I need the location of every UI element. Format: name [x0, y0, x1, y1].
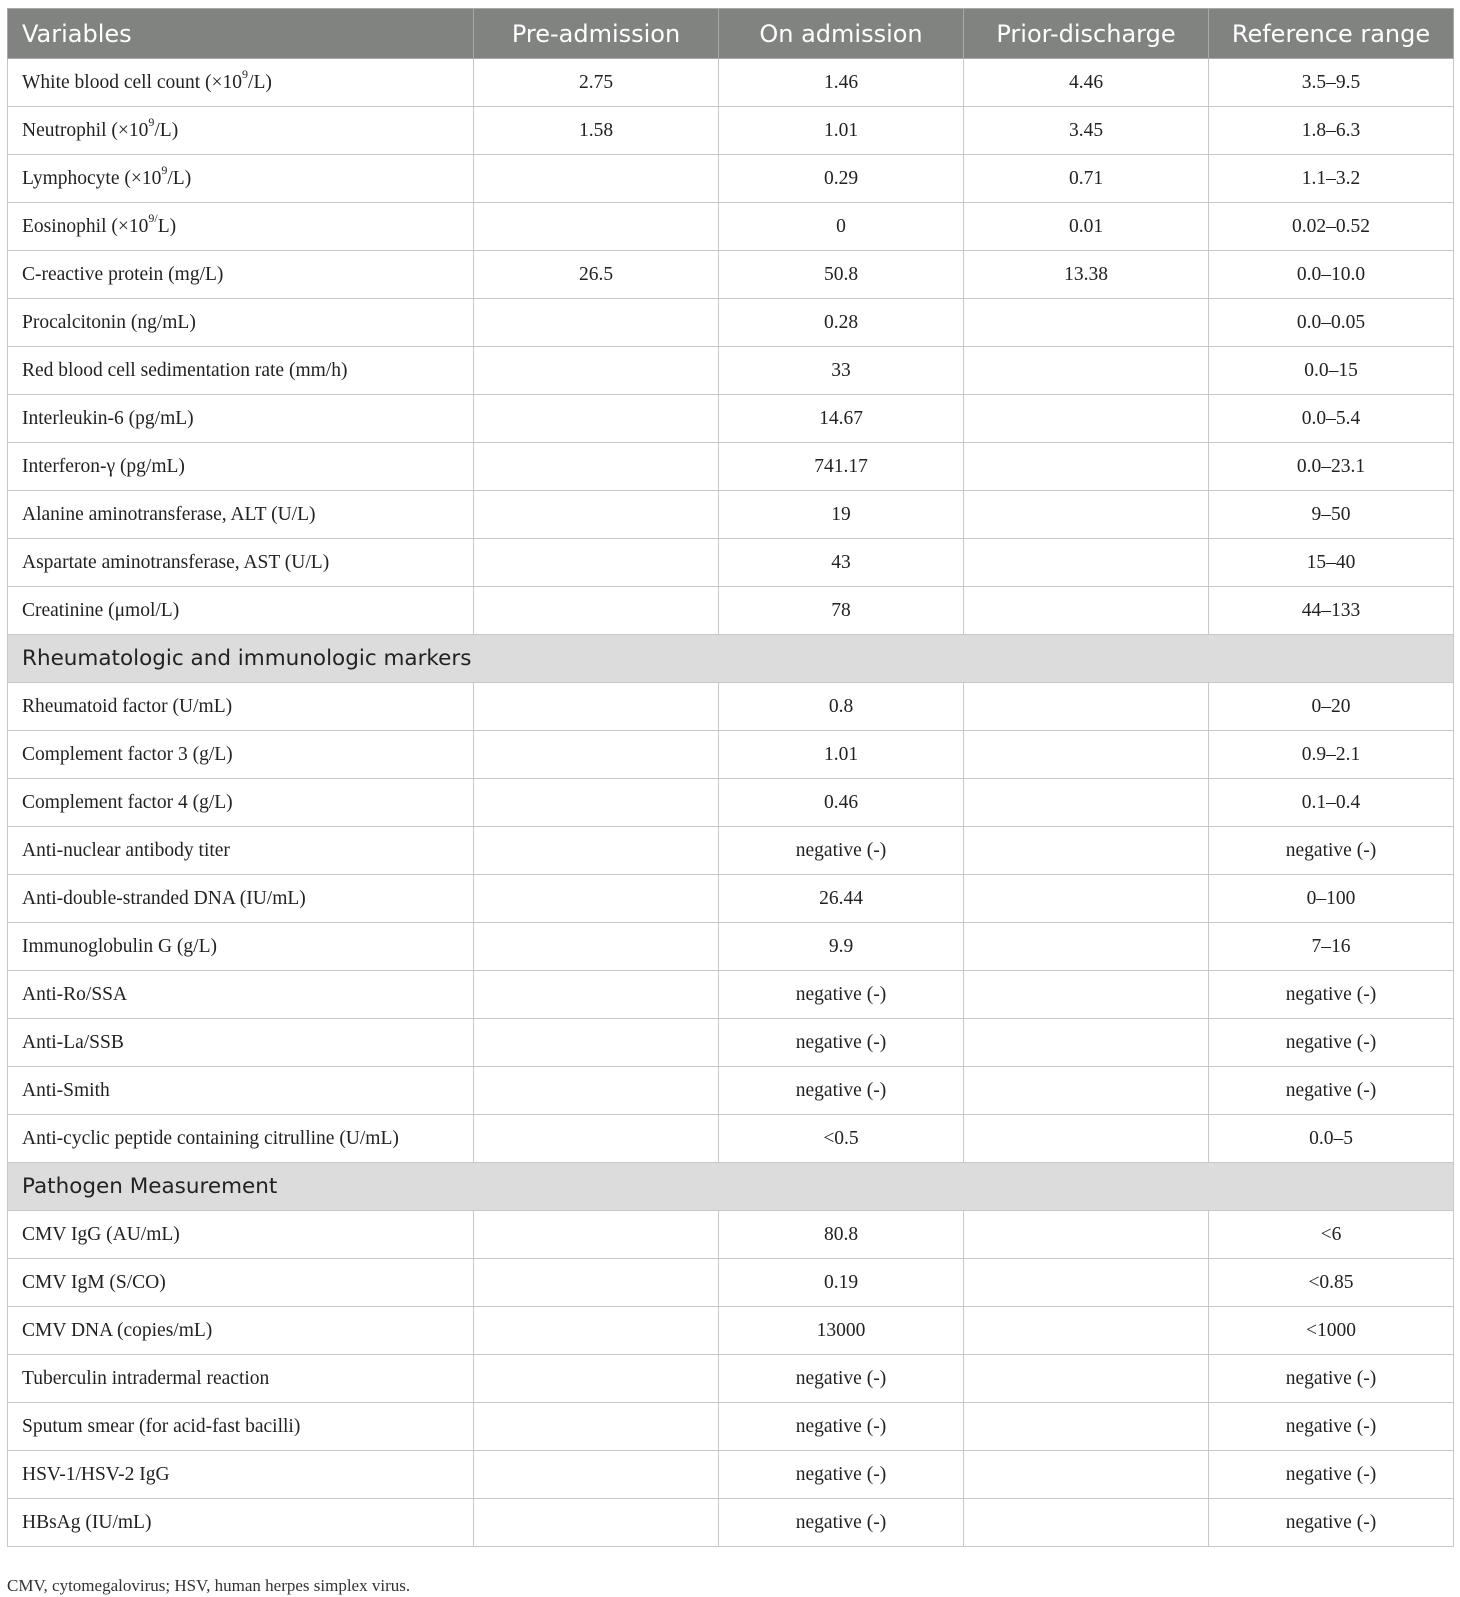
cell-prior-discharge	[964, 1019, 1209, 1067]
variable-exponent: 9/	[148, 211, 158, 225]
cell-on-admission: 13000	[719, 1307, 964, 1355]
cell-reference-range: 9–50	[1209, 491, 1454, 539]
cell-on-admission: 33	[719, 347, 964, 395]
section-heading: Rheumatologic and immunologic markers	[8, 635, 1454, 683]
cell-prior-discharge	[964, 683, 1209, 731]
cell-variable: Immunoglobulin G (g/L)	[8, 923, 474, 971]
table-row	[8, 395, 1454, 443]
cell-variable: Anti-Smith	[8, 1067, 474, 1115]
cell-prior-discharge	[964, 875, 1209, 923]
cell-prior-discharge	[964, 587, 1209, 635]
table-row	[8, 59, 1454, 107]
table-row	[8, 1019, 1454, 1067]
header-pre-admission: Pre-admission	[474, 9, 719, 59]
cell-reference-range: negative (-)	[1209, 827, 1454, 875]
cell-on-admission: 0.8	[719, 683, 964, 731]
table-row	[8, 299, 1454, 347]
cell-variable: CMV IgM (S/CO)	[8, 1259, 474, 1307]
cell-pre-admission	[474, 155, 719, 203]
cell-pre-admission	[474, 1259, 719, 1307]
table-row	[8, 251, 1454, 299]
variable-unit: /L)	[154, 119, 179, 141]
cell-reference-range: 0.9–2.1	[1209, 731, 1454, 779]
cell-variable	[8, 155, 474, 203]
cell-pre-admission	[474, 731, 719, 779]
table-row	[8, 923, 1454, 971]
cell-reference-range: negative (-)	[1209, 1067, 1454, 1115]
cell-on-admission: 0.19	[719, 1259, 964, 1307]
table-row	[8, 875, 1454, 923]
cell-variable: Rheumatoid factor (U/mL)	[8, 683, 474, 731]
cell-pre-admission	[474, 1211, 719, 1259]
table-row	[8, 827, 1454, 875]
cell-prior-discharge	[964, 731, 1209, 779]
table-row	[8, 443, 1454, 491]
table-row	[8, 203, 1454, 251]
header-on-admission: On admission	[719, 9, 964, 59]
table-row	[8, 1451, 1454, 1499]
variable-unit: /L)	[167, 167, 192, 189]
cell-variable: Aspartate aminotransferase, AST (U/L)	[8, 539, 474, 587]
cell-on-admission: 50.8	[719, 251, 964, 299]
cell-pre-admission	[474, 347, 719, 395]
cell-prior-discharge	[964, 1211, 1209, 1259]
cell-pre-admission	[474, 587, 719, 635]
cell-pre-admission	[474, 1499, 719, 1547]
header-row	[8, 9, 1454, 59]
cell-prior-discharge	[964, 1451, 1209, 1499]
cell-prior-discharge	[964, 539, 1209, 587]
cell-pre-admission: 2.75	[474, 59, 719, 107]
lab-results-table	[7, 8, 1454, 1547]
cell-pre-admission	[474, 779, 719, 827]
table-header	[8, 9, 1454, 59]
cell-prior-discharge	[964, 779, 1209, 827]
variable-exponent: 9	[161, 163, 168, 177]
cell-prior-discharge	[964, 923, 1209, 971]
cell-on-admission: 1.01	[719, 731, 964, 779]
variable-name: Neutrophil (×10	[22, 119, 149, 141]
table-row	[8, 779, 1454, 827]
cell-on-admission: 0.29	[719, 155, 964, 203]
table-row	[8, 539, 1454, 587]
cell-variable: HBsAg (IU/mL)	[8, 1499, 474, 1547]
cell-on-admission: 14.67	[719, 395, 964, 443]
cell-on-admission: 0.46	[719, 779, 964, 827]
cell-on-admission: 1.46	[719, 59, 964, 107]
variable-name: White blood cell count (×10	[22, 71, 243, 93]
cell-pre-admission	[474, 1067, 719, 1115]
cell-prior-discharge	[964, 1115, 1209, 1163]
cell-on-admission: 0	[719, 203, 964, 251]
cell-prior-discharge	[964, 395, 1209, 443]
cell-variable: Complement factor 4 (g/L)	[8, 779, 474, 827]
cell-pre-admission	[474, 443, 719, 491]
cell-pre-admission	[474, 1019, 719, 1067]
cell-prior-discharge	[964, 443, 1209, 491]
cell-on-admission: negative (-)	[719, 1451, 964, 1499]
cell-reference-range: 0.0–0.05	[1209, 299, 1454, 347]
cell-prior-discharge	[964, 1307, 1209, 1355]
cell-prior-discharge	[964, 299, 1209, 347]
cell-reference-range: 0.0–10.0	[1209, 251, 1454, 299]
cell-reference-range: negative (-)	[1209, 971, 1454, 1019]
cell-prior-discharge	[964, 827, 1209, 875]
cell-pre-admission	[474, 1115, 719, 1163]
cell-variable: Tuberculin intradermal reaction	[8, 1355, 474, 1403]
cell-on-admission: 78	[719, 587, 964, 635]
cell-reference-range: 0.02–0.52	[1209, 203, 1454, 251]
cell-on-admission: negative (-)	[719, 1019, 964, 1067]
table-row	[8, 107, 1454, 155]
cell-variable: Alanine aminotransferase, ALT (U/L)	[8, 491, 474, 539]
cell-on-admission: 9.9	[719, 923, 964, 971]
cell-on-admission: 0.28	[719, 299, 964, 347]
table-row	[8, 1211, 1454, 1259]
section-row	[8, 1163, 1454, 1211]
cell-prior-discharge: 4.46	[964, 59, 1209, 107]
cell-reference-range: 44–133	[1209, 587, 1454, 635]
variable-exponent: 9	[148, 115, 155, 129]
cell-variable: CMV DNA (copies/mL)	[8, 1307, 474, 1355]
cell-pre-admission	[474, 1355, 719, 1403]
table-row	[8, 731, 1454, 779]
cell-prior-discharge	[964, 971, 1209, 1019]
cell-reference-range: 15–40	[1209, 539, 1454, 587]
cell-variable: Anti-cyclic peptide containing citrulline (U/mL)	[8, 1115, 474, 1163]
variable-unit: /L)	[248, 71, 272, 93]
cell-pre-admission: 1.58	[474, 107, 719, 155]
cell-reference-range: 0.0–23.1	[1209, 443, 1454, 491]
cell-variable: Anti-La/SSB	[8, 1019, 474, 1067]
cell-on-admission: negative (-)	[719, 1403, 964, 1451]
cell-variable: Creatinine (μmol/L)	[8, 587, 474, 635]
cell-pre-admission	[474, 1403, 719, 1451]
cell-variable: Anti-double-stranded DNA (IU/mL)	[8, 875, 474, 923]
table-row	[8, 491, 1454, 539]
cell-on-admission: 19	[719, 491, 964, 539]
cell-on-admission: negative (-)	[719, 1067, 964, 1115]
cell-pre-admission	[474, 875, 719, 923]
table-row	[8, 683, 1454, 731]
cell-on-admission: negative (-)	[719, 1499, 964, 1547]
table-row	[8, 587, 1454, 635]
table-body	[8, 59, 1454, 1547]
cell-prior-discharge: 0.71	[964, 155, 1209, 203]
table-row	[8, 971, 1454, 1019]
cell-reference-range: negative (-)	[1209, 1499, 1454, 1547]
cell-reference-range: 0.0–15	[1209, 347, 1454, 395]
variable-name: Lymphocyte (×10	[22, 167, 162, 189]
table-row	[8, 1067, 1454, 1115]
cell-on-admission: negative (-)	[719, 971, 964, 1019]
cell-prior-discharge: 13.38	[964, 251, 1209, 299]
cell-pre-admission	[474, 491, 719, 539]
cell-variable: CMV IgG (AU/mL)	[8, 1211, 474, 1259]
cell-on-admission: <0.5	[719, 1115, 964, 1163]
cell-reference-range: 0–100	[1209, 875, 1454, 923]
cell-reference-range: <1000	[1209, 1307, 1454, 1355]
cell-pre-admission	[474, 395, 719, 443]
table-row	[8, 1499, 1454, 1547]
cell-variable: Procalcitonin (ng/mL)	[8, 299, 474, 347]
table-row	[8, 1115, 1454, 1163]
cell-reference-range: 0.1–0.4	[1209, 779, 1454, 827]
cell-pre-admission	[474, 683, 719, 731]
table-footnote: CMV, cytomegalovirus; HSV, human herpes simplex virus.	[7, 1576, 411, 1595]
cell-variable: Interleukin-6 (pg/mL)	[8, 395, 474, 443]
cell-pre-admission	[474, 971, 719, 1019]
cell-variable	[8, 59, 474, 107]
cell-pre-admission	[474, 1307, 719, 1355]
cell-variable: Sputum smear (for acid-fast bacilli)	[8, 1403, 474, 1451]
section-row	[8, 635, 1454, 683]
table-row	[8, 1403, 1454, 1451]
cell-on-admission: negative (-)	[719, 1355, 964, 1403]
cell-on-admission: 43	[719, 539, 964, 587]
cell-reference-range: 0–20	[1209, 683, 1454, 731]
cell-variable: Anti-nuclear antibody titer	[8, 827, 474, 875]
cell-on-admission: 741.17	[719, 443, 964, 491]
cell-prior-discharge	[964, 347, 1209, 395]
cell-pre-admission	[474, 827, 719, 875]
cell-prior-discharge	[964, 1403, 1209, 1451]
cell-prior-discharge: 3.45	[964, 107, 1209, 155]
cell-prior-discharge	[964, 1499, 1209, 1547]
header-reference-range: Reference range	[1209, 9, 1454, 59]
cell-reference-range: negative (-)	[1209, 1451, 1454, 1499]
lab-results-table-container	[7, 8, 1453, 1547]
cell-pre-admission	[474, 1451, 719, 1499]
header-prior-discharge: Prior-discharge	[964, 9, 1209, 59]
cell-variable: Anti-Ro/SSA	[8, 971, 474, 1019]
cell-reference-range: 1.8–6.3	[1209, 107, 1454, 155]
cell-prior-discharge	[964, 1355, 1209, 1403]
variable-unit: L)	[157, 215, 177, 237]
cell-prior-discharge	[964, 1067, 1209, 1115]
cell-reference-range: 0.0–5	[1209, 1115, 1454, 1163]
cell-prior-discharge	[964, 1259, 1209, 1307]
cell-on-admission: 26.44	[719, 875, 964, 923]
cell-reference-range: negative (-)	[1209, 1403, 1454, 1451]
cell-prior-discharge	[964, 491, 1209, 539]
cell-pre-admission	[474, 923, 719, 971]
table-row	[8, 1355, 1454, 1403]
section-heading: Pathogen Measurement	[8, 1163, 1454, 1211]
cell-variable: Red blood cell sedimentation rate (mm/h)	[8, 347, 474, 395]
cell-reference-range: 7–16	[1209, 923, 1454, 971]
cell-reference-range: negative (-)	[1209, 1355, 1454, 1403]
cell-variable: C-reactive protein (mg/L)	[8, 251, 474, 299]
cell-variable: Interferon-γ (pg/mL)	[8, 443, 474, 491]
cell-on-admission: 80.8	[719, 1211, 964, 1259]
cell-pre-admission	[474, 539, 719, 587]
cell-reference-range: negative (-)	[1209, 1019, 1454, 1067]
cell-on-admission: 1.01	[719, 107, 964, 155]
cell-reference-range: 0.0–5.4	[1209, 395, 1454, 443]
table-row	[8, 347, 1454, 395]
cell-variable: HSV-1/HSV-2 IgG	[8, 1451, 474, 1499]
cell-on-admission: negative (-)	[719, 827, 964, 875]
cell-prior-discharge: 0.01	[964, 203, 1209, 251]
cell-reference-range: 1.1–3.2	[1209, 155, 1454, 203]
header-variables: Variables	[8, 9, 474, 59]
table-row	[8, 1307, 1454, 1355]
cell-variable	[8, 203, 474, 251]
cell-reference-range: <0.85	[1209, 1259, 1454, 1307]
cell-variable	[8, 107, 474, 155]
variable-exponent: 9	[242, 67, 249, 81]
cell-pre-admission: 26.5	[474, 251, 719, 299]
cell-pre-admission	[474, 299, 719, 347]
table-row	[8, 1259, 1454, 1307]
cell-reference-range: <6	[1209, 1211, 1454, 1259]
cell-pre-admission	[474, 203, 719, 251]
cell-variable: Complement factor 3 (g/L)	[8, 731, 474, 779]
cell-reference-range: 3.5–9.5	[1209, 59, 1454, 107]
variable-name: Eosinophil (×10	[22, 215, 149, 237]
table-row	[8, 155, 1454, 203]
